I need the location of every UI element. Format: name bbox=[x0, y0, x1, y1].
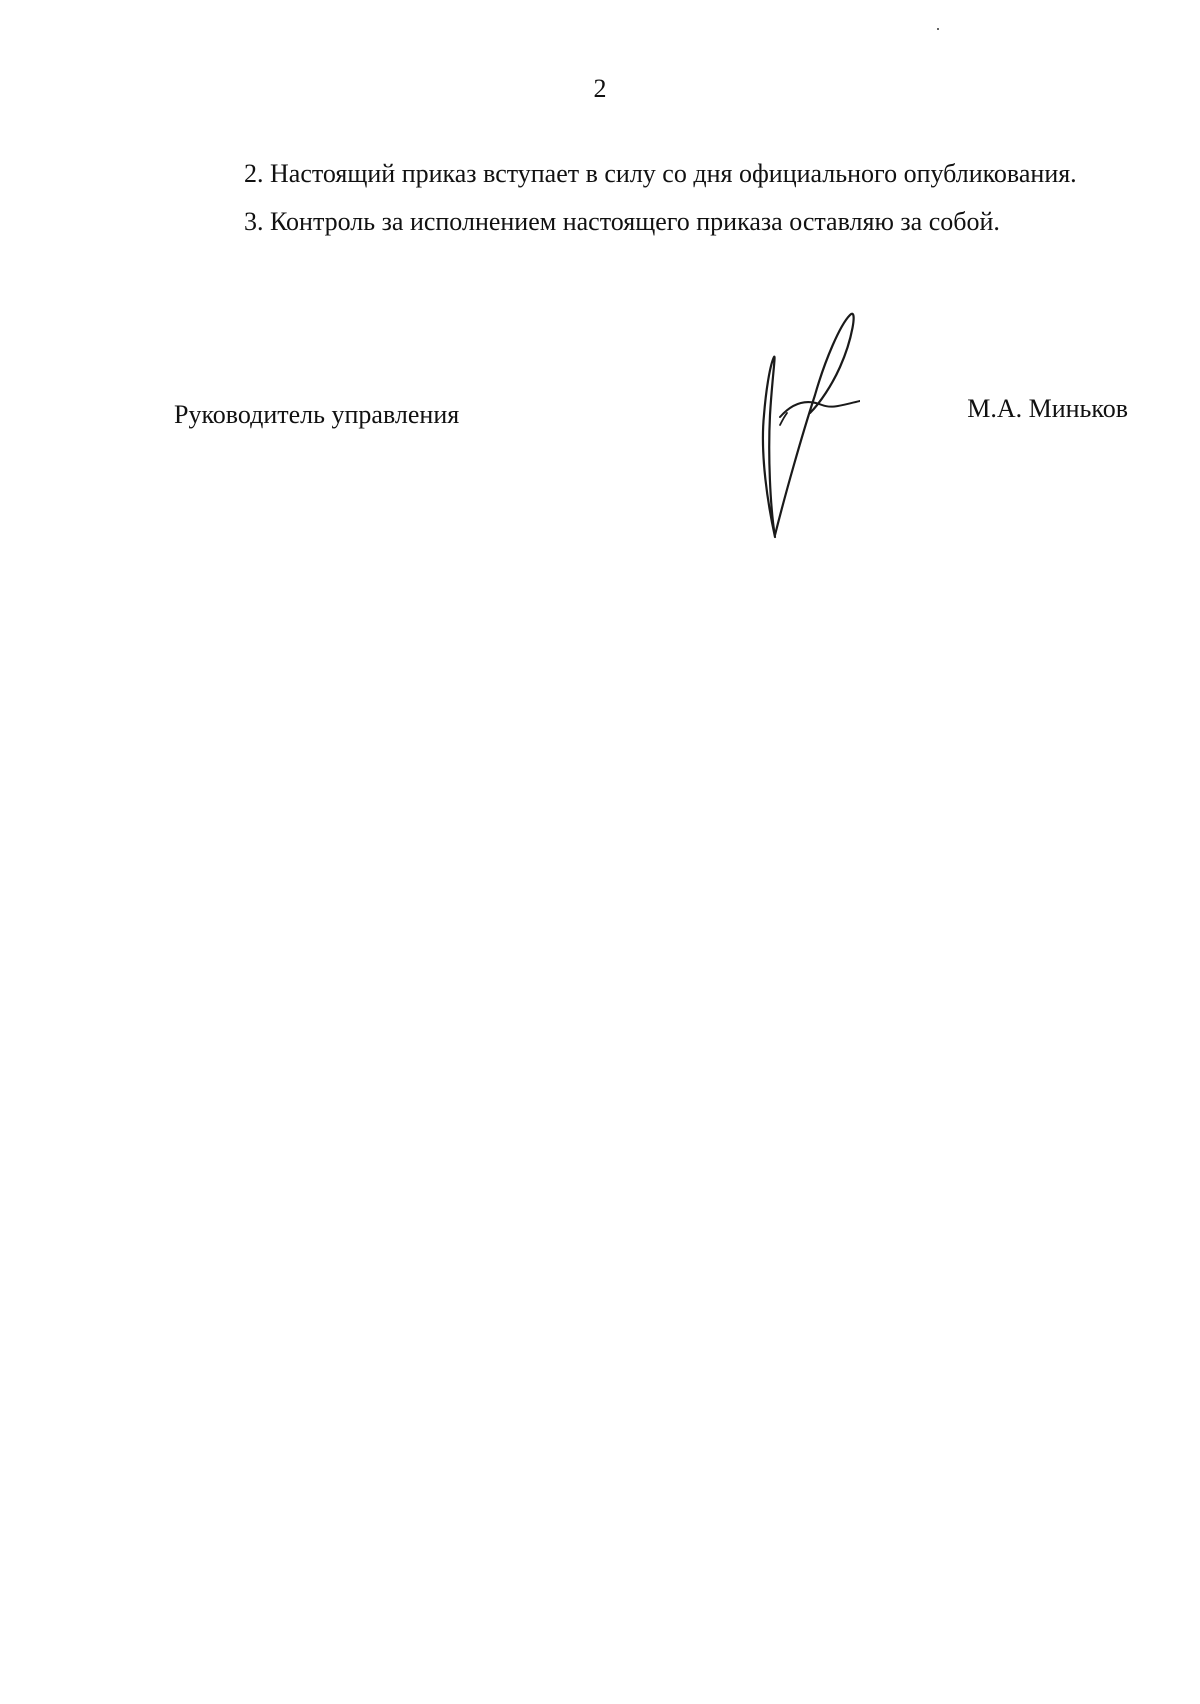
document-body bbox=[172, 150, 1128, 246]
paragraph-3: 3. Контроль за исполнением настоящего приказа оставляю за собой. bbox=[244, 207, 1000, 236]
paragraph-2: 2. Настоящий приказ вступает в силу со дня официального опубликования. bbox=[244, 159, 1077, 188]
signer-position: Руководитель управления bbox=[174, 400, 460, 429]
signer-name: М.А. Миньков bbox=[967, 394, 1128, 423]
scan-speck bbox=[937, 28, 939, 30]
handwritten-signature bbox=[740, 305, 860, 540]
page-number: 2 bbox=[593, 74, 607, 103]
